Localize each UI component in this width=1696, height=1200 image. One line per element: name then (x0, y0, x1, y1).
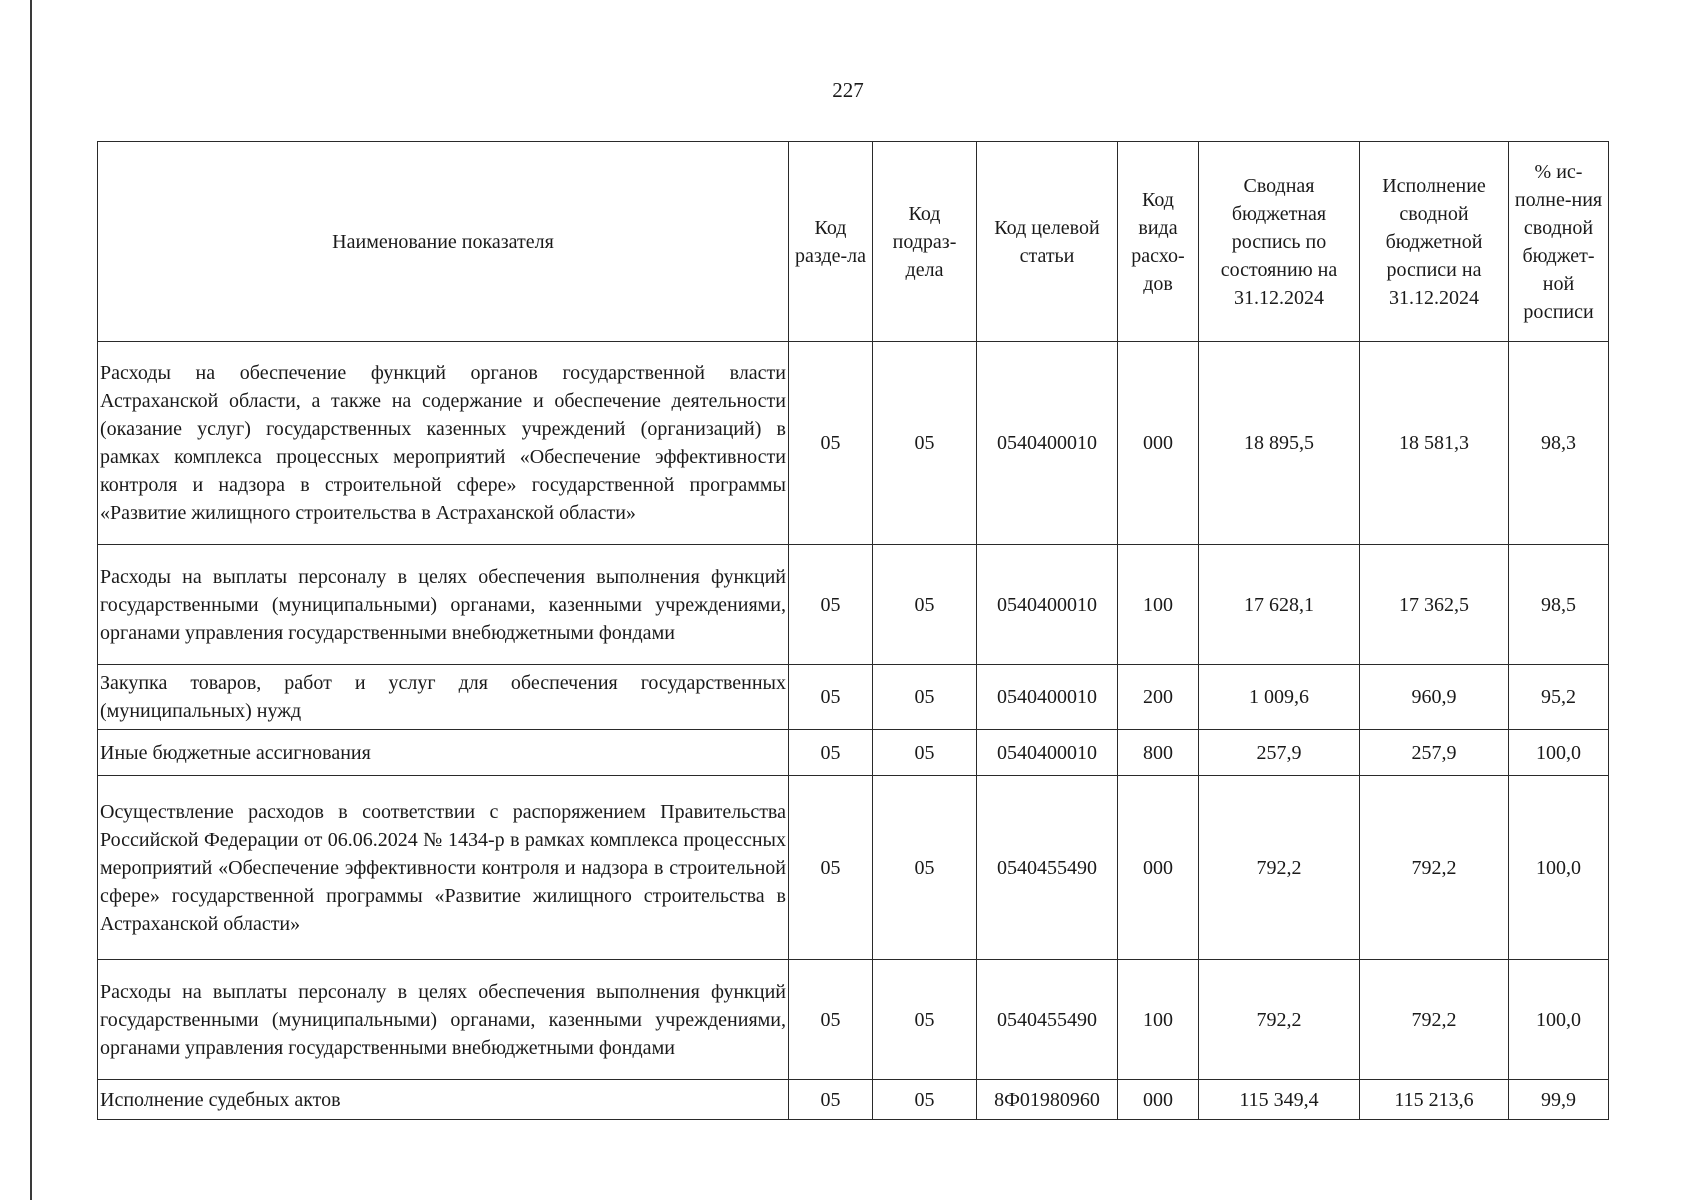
row-target: 0540400010 (977, 730, 1118, 776)
row-percent: 100,0 (1509, 730, 1609, 776)
row-name: Расходы на выплаты персоналу в целях обеспечения выполнения функций государственными (муниципальными) органами, казенными учреждениями, органами управления государственными внебюджетными фондами (98, 960, 789, 1080)
row-execution: 18 581,3 (1360, 342, 1509, 545)
row-budget: 257,9 (1199, 730, 1360, 776)
table-row (98, 342, 1609, 545)
row-expense-type: 100 (1118, 545, 1199, 665)
row-budget: 1 009,6 (1199, 665, 1360, 730)
header-expense-type-code: Код вида расхо-дов (1118, 142, 1199, 342)
table-row (98, 545, 1609, 665)
row-execution: 792,2 (1360, 776, 1509, 960)
row-percent: 100,0 (1509, 776, 1609, 960)
row-name: Расходы на выплаты персоналу в целях обеспечения выполнения функций государственными (муниципальными) органами, казенными учреждениями, органами управления государственными внебюджетными фондами (98, 545, 789, 665)
row-budget: 18 895,5 (1199, 342, 1360, 545)
header-budget-schedule: Сводная бюджетная роспись по состоянию на 31.12.2024 (1199, 142, 1360, 342)
row-subsection: 05 (873, 342, 977, 545)
row-section: 05 (789, 1080, 873, 1120)
row-target: 0540400010 (977, 342, 1118, 545)
row-execution: 792,2 (1360, 960, 1509, 1080)
row-name: Иные бюджетные ассигнования (98, 730, 789, 776)
row-budget: 17 628,1 (1199, 545, 1360, 665)
row-expense-type: 000 (1118, 776, 1199, 960)
row-budget: 115 349,4 (1199, 1080, 1360, 1120)
row-section: 05 (789, 545, 873, 665)
row-subsection: 05 (873, 730, 977, 776)
row-subsection: 05 (873, 545, 977, 665)
row-execution: 115 213,6 (1360, 1080, 1509, 1120)
row-section: 05 (789, 776, 873, 960)
header-target-code: Код целевой статьи (977, 142, 1118, 342)
row-execution: 17 362,5 (1360, 545, 1509, 665)
row-budget: 792,2 (1199, 960, 1360, 1080)
row-percent: 99,9 (1509, 1080, 1609, 1120)
row-name: Осуществление расходов в соответствии с распоряжением Правительства Российской Федерации от 06.06.2024 № 1434-р в рамках комплекса процессных мероприятий «Обеспечение эффективности контроля и надзора в строительной сфере» государственной программы «Развитие жилищного строительства в Астраханской области» (98, 776, 789, 960)
row-section: 05 (789, 960, 873, 1080)
row-percent: 98,3 (1509, 342, 1609, 545)
row-percent: 98,5 (1509, 545, 1609, 665)
row-target: 8Ф01980960 (977, 1080, 1118, 1120)
row-execution: 960,9 (1360, 665, 1509, 730)
row-expense-type: 000 (1118, 342, 1199, 545)
row-percent: 100,0 (1509, 960, 1609, 1080)
table-row (98, 665, 1609, 730)
header-execution: Исполнение сводной бюджетной росписи на 31.12.2024 (1360, 142, 1509, 342)
row-target: 0540455490 (977, 960, 1118, 1080)
row-subsection: 05 (873, 960, 977, 1080)
row-name: Расходы на обеспечение функций органов государственной власти Астраханской области, а также на содержание и обеспечение деятельности (оказание услуг) государственных казенных учреждений (организаций) в рамках комплекса процессных мероприятий «Обеспечение эффективности контроля и надзора в строительной сфере» государственной программы «Развитие жилищного строительства в Астраханской области» (98, 342, 789, 545)
row-name: Исполнение судебных актов (98, 1080, 789, 1120)
row-target: 0540400010 (977, 545, 1118, 665)
row-subsection: 05 (873, 1080, 977, 1120)
row-section: 05 (789, 342, 873, 545)
budget-execution-table (97, 141, 1609, 1120)
table-row (98, 776, 1609, 960)
row-target: 0540400010 (977, 665, 1118, 730)
page-number: 227 (832, 78, 864, 102)
row-expense-type: 100 (1118, 960, 1199, 1080)
row-subsection: 05 (873, 665, 977, 730)
row-percent: 95,2 (1509, 665, 1609, 730)
header-subsection-code: Код подраз-дела (873, 142, 977, 342)
table-row (98, 960, 1609, 1080)
row-execution: 257,9 (1360, 730, 1509, 776)
row-subsection: 05 (873, 776, 977, 960)
row-name: Закупка товаров, работ и услуг для обеспечения государственных (муниципальных) нужд (98, 665, 789, 730)
row-section: 05 (789, 730, 873, 776)
row-budget: 792,2 (1199, 776, 1360, 960)
header-name: Наименование показателя (98, 142, 789, 342)
table-header-row (98, 142, 1609, 342)
header-section-code: Код разде-ла (789, 142, 873, 342)
row-target: 0540455490 (977, 776, 1118, 960)
row-expense-type: 200 (1118, 665, 1199, 730)
table-row (98, 730, 1609, 776)
page-left-border (30, 0, 32, 1200)
row-section: 05 (789, 665, 873, 730)
header-percent: % ис-полне-ния сводной бюджет-ной росписи (1509, 142, 1609, 342)
row-expense-type: 000 (1118, 1080, 1199, 1120)
table-row (98, 1080, 1609, 1120)
row-expense-type: 800 (1118, 730, 1199, 776)
